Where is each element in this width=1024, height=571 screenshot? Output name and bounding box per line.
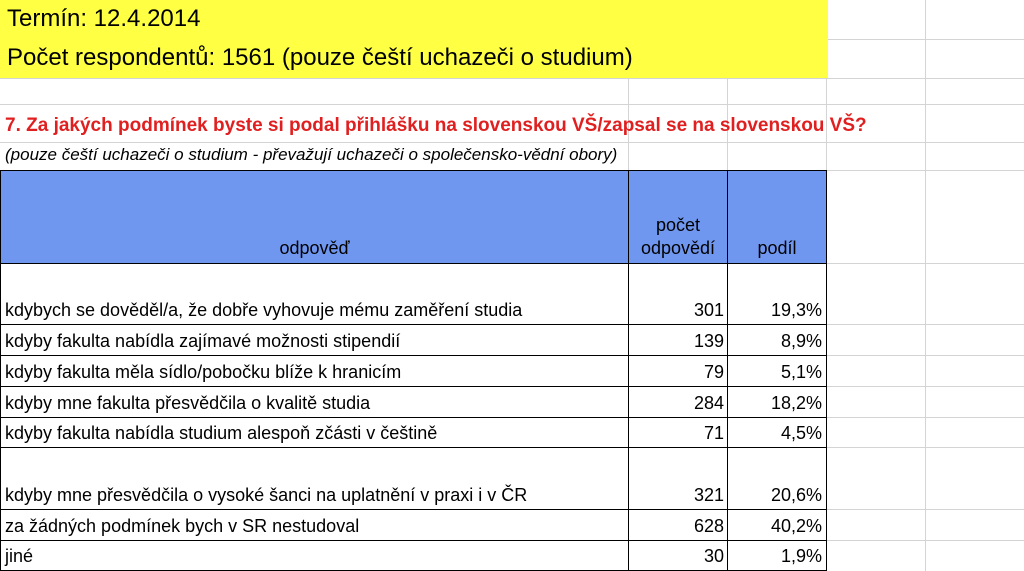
- column-header-count-line2: odpovědí: [640, 237, 716, 258]
- term-label: Termín: 12.4.2014: [7, 5, 201, 32]
- gridline: [826, 447, 1024, 448]
- gridline: [826, 417, 1024, 418]
- table-row-share: 40,2%: [727, 509, 827, 541]
- gridline: [0, 104, 1024, 105]
- table-row-share: 20,6%: [727, 447, 827, 510]
- column-header-count-line1: počet: [655, 215, 701, 235]
- question-subnote: (pouze čeští uchazeči o studium - převažují uchazeči o společensko-vědní obory): [5, 145, 618, 164]
- column-header-count-label: [641, 214, 715, 259]
- table-row-answer: kdybych se dověděl/a, že dobře vyhovuje mému zaměření studia: [0, 263, 629, 325]
- table-row-share: 4,5%: [727, 417, 827, 448]
- gridline: [826, 540, 1024, 541]
- table-row-share: 18,2%: [727, 386, 827, 418]
- gridline: [826, 386, 1024, 387]
- gridline: [826, 324, 1024, 325]
- table-row-count: 301: [628, 263, 728, 325]
- table-row-answer: kdyby fakulta nabídla zajímavé možnosti stipendií: [0, 324, 629, 356]
- table-row-share: 1,9%: [727, 540, 827, 571]
- table-row-share: 5,1%: [727, 355, 827, 387]
- table-row-count: 71: [628, 417, 728, 448]
- column-header-share: [727, 170, 827, 264]
- column-header-count: [628, 170, 728, 264]
- table-row-share: 8,9%: [727, 324, 827, 356]
- question-title: 7. Za jakých podmínek byste si podal přihlášku na slovenskou VŠ/zapsal se na slovenskou VŠ?: [5, 115, 867, 136]
- column-header-share-label: podíl: [757, 237, 797, 258]
- table-row-answer: kdyby mne přesvědčila o vysoké šanci na uplatnění v praxi i v ČR: [0, 447, 629, 510]
- table-row-answer: za žádných podmínek bych v SR nestudoval: [0, 509, 629, 541]
- table-row-answer: kdyby fakulta nabídla studium alespoň zčásti v češtině: [0, 417, 629, 448]
- table-row-answer: kdyby fakulta měla sídlo/pobočku blíže k hranicím: [0, 355, 629, 387]
- column-header-answer-label: odpověď: [279, 237, 350, 258]
- column-header-answer: [0, 170, 629, 264]
- table-row-answer: kdyby mne fakulta přesvědčila o kvalitě studia: [0, 386, 629, 418]
- gridline: [826, 509, 1024, 510]
- table-row-count: 139: [628, 324, 728, 356]
- table-row-count: 284: [628, 386, 728, 418]
- respondents-label: Počet respondentů: 1561 (pouze čeští uchazeči o studium): [7, 44, 633, 71]
- table-row-answer: jiné: [0, 540, 629, 571]
- gridline: [925, 0, 926, 571]
- table-row-share: 19,3%: [727, 263, 827, 325]
- table-row-count: 79: [628, 355, 728, 387]
- gridline: [0, 78, 1024, 79]
- gridline: [826, 355, 1024, 356]
- table-row-count: 30: [628, 540, 728, 571]
- table-row-count: 628: [628, 509, 728, 541]
- gridline: [826, 263, 1024, 264]
- table-row-count: 321: [628, 447, 728, 510]
- gridline: [0, 142, 1024, 143]
